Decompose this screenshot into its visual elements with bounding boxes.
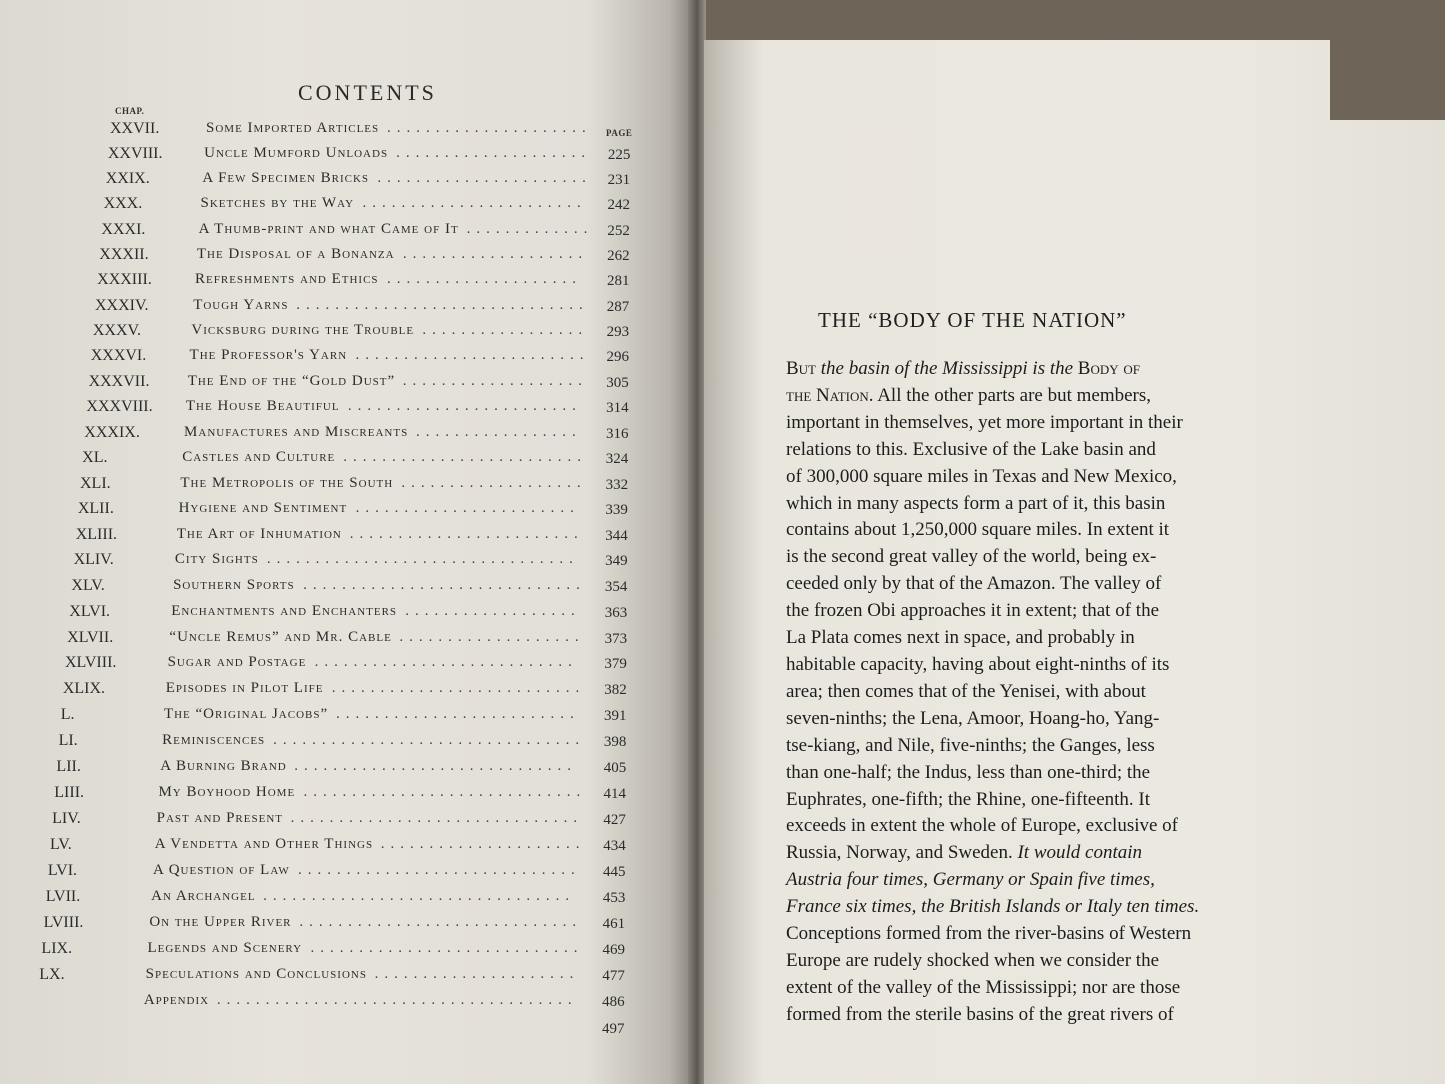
chapter-number: XXXIV. bbox=[95, 296, 149, 314]
leader-dots: ......................... bbox=[343, 449, 587, 466]
contents-entry bbox=[0, 836, 690, 856]
text-run: contains about 1,250,000 square miles. In extent it bbox=[786, 519, 1170, 541]
page-column-label: PAGE bbox=[606, 128, 633, 138]
page-number: 225 bbox=[607, 147, 631, 164]
text-line bbox=[786, 840, 1326, 867]
chapter-title: City Sights bbox=[174, 551, 259, 568]
leader-dots: ................................ bbox=[266, 551, 579, 568]
contents-entry bbox=[0, 120, 690, 140]
chapter-title: On the Upper River bbox=[149, 913, 292, 930]
chapter-number: XLVI. bbox=[69, 602, 111, 620]
page-number: 405 bbox=[603, 759, 627, 776]
chapter-title: Appendix bbox=[143, 992, 210, 1009]
page-number: 287 bbox=[606, 298, 630, 315]
chapter-number: XXXVII. bbox=[88, 372, 150, 390]
contents-entry bbox=[0, 145, 690, 165]
contents-entry bbox=[0, 221, 690, 241]
page-number: 427 bbox=[603, 811, 626, 828]
page-number: 398 bbox=[603, 733, 627, 750]
chapter-number: XXXVI. bbox=[90, 347, 147, 365]
contents-entry bbox=[0, 246, 690, 266]
text-run: It would contain bbox=[1017, 842, 1143, 864]
text-line bbox=[786, 625, 1326, 652]
page-number: 293 bbox=[606, 323, 630, 340]
text-run: France six times, the British Islands or Italy ten times. bbox=[786, 896, 1200, 918]
leader-dots: .................. bbox=[405, 602, 581, 619]
text-line bbox=[786, 571, 1326, 598]
chapter-title: Tough Yarns bbox=[193, 296, 289, 313]
leader-dots: .............................. bbox=[296, 296, 589, 313]
text-run: But bbox=[786, 358, 821, 379]
text-run: ceeded only by that of the Amazon. The valley of bbox=[786, 573, 1162, 595]
leader-dots: ............................. bbox=[294, 757, 578, 774]
contents-entry bbox=[0, 577, 690, 597]
leader-dots: ....................... bbox=[355, 500, 580, 517]
contents-entry bbox=[0, 629, 690, 649]
background-surface bbox=[1330, 0, 1445, 120]
text-line bbox=[786, 948, 1326, 975]
chapter-number: XLI. bbox=[80, 474, 111, 492]
leader-dots: ............. bbox=[466, 220, 594, 237]
chapter-title: Vicksburg during the Trouble bbox=[191, 321, 415, 338]
contents-entry bbox=[0, 992, 690, 1012]
chapter-number: XLV. bbox=[71, 577, 105, 595]
page-number: 453 bbox=[602, 889, 626, 906]
text-line bbox=[786, 544, 1326, 571]
leader-dots: .................... bbox=[396, 145, 592, 162]
contents-entry bbox=[0, 1019, 690, 1039]
contents-entry bbox=[0, 398, 690, 418]
text-line bbox=[786, 787, 1326, 814]
contents-entry bbox=[0, 706, 690, 726]
chapter-number: LI. bbox=[58, 731, 78, 749]
chapter-title: A Thumb-print and what Came of It bbox=[198, 220, 459, 237]
page-number: 414 bbox=[603, 785, 627, 802]
chapter-title: Some Imported Articles bbox=[206, 120, 380, 136]
leader-dots: ..................................... bbox=[216, 992, 578, 1009]
chapter-number: XXVIII. bbox=[107, 145, 163, 163]
text-line bbox=[786, 867, 1326, 894]
page-number: 262 bbox=[607, 247, 630, 264]
chapter-number: LIII. bbox=[54, 783, 85, 801]
leader-dots: ....................... bbox=[362, 195, 587, 212]
chapter-title: Legends and Scenery bbox=[147, 939, 303, 956]
chapter-title: A Burning Brand bbox=[160, 757, 287, 774]
contents-entry bbox=[0, 424, 690, 444]
contents-entry bbox=[0, 297, 690, 317]
page-number: 477 bbox=[602, 968, 625, 985]
chapter-number: LVII. bbox=[45, 887, 81, 905]
chapter-number: XXVII. bbox=[110, 120, 160, 137]
text-run: Body of bbox=[1077, 358, 1141, 379]
text-run: important in themselves, yet more important in their bbox=[786, 411, 1183, 433]
contents-entry bbox=[0, 271, 690, 291]
chapter-number: XL. bbox=[82, 449, 108, 467]
chapter-title: Speculations and Conclusions bbox=[145, 966, 367, 983]
leader-dots: ............................. bbox=[303, 577, 586, 594]
leader-dots: ................. bbox=[416, 423, 582, 440]
contents-entry bbox=[0, 603, 690, 623]
chapter-title: Hygiene and Sentiment bbox=[178, 500, 348, 517]
page-number: 382 bbox=[604, 682, 627, 699]
text-line bbox=[786, 733, 1326, 760]
page-number: 242 bbox=[607, 197, 630, 214]
chapter-title: The “Original Jacobs” bbox=[163, 705, 329, 722]
text-run: Conceptions formed from the river-basins of Western bbox=[786, 923, 1192, 945]
contents-entry bbox=[0, 170, 690, 190]
leader-dots: ..................... bbox=[374, 966, 580, 983]
chapter-title: My Boyhood Home bbox=[158, 783, 296, 800]
chapter-number: LV. bbox=[50, 835, 72, 853]
page-number: 296 bbox=[606, 349, 629, 366]
leader-dots: ................... bbox=[402, 245, 589, 262]
page-number: 324 bbox=[605, 451, 629, 468]
text-run: habitable capacity, having about eight-ninths of its bbox=[786, 653, 1170, 675]
chapter-number: XXXVIII. bbox=[86, 398, 153, 416]
leader-dots: ............................. bbox=[303, 783, 587, 800]
text-line bbox=[786, 437, 1326, 464]
page-number: 281 bbox=[606, 273, 630, 290]
contents-entry bbox=[0, 500, 690, 520]
contents-entry bbox=[0, 810, 690, 830]
text-line bbox=[786, 706, 1326, 733]
leader-dots: ............................. bbox=[297, 861, 581, 878]
text-run: which in many aspects form a part of it, this basin bbox=[786, 492, 1166, 514]
chapter-title: Past and Present bbox=[156, 809, 283, 826]
chapter-number: L. bbox=[60, 705, 75, 723]
text-run: the basin of the Mississippi is the bbox=[820, 358, 1078, 379]
text-line bbox=[786, 410, 1326, 437]
chapter-title: The Metropolis of the South bbox=[180, 474, 394, 491]
contents-entry bbox=[0, 322, 690, 342]
leader-dots: .................... bbox=[387, 271, 583, 288]
contents-entry bbox=[0, 551, 690, 571]
chapter-title: Southern Sports bbox=[173, 577, 295, 594]
contents-entry bbox=[0, 475, 690, 495]
leader-dots: .............................. bbox=[290, 809, 584, 826]
page-number: 363 bbox=[604, 604, 628, 621]
text-run: Euphrates, one-fifth; the Rhine, one-fifteenth. It bbox=[786, 788, 1151, 810]
contents-entry bbox=[0, 940, 690, 960]
text-run: formed from the sterile basins of the great rivers of bbox=[786, 1003, 1174, 1025]
chapter-number: XLIX. bbox=[62, 680, 106, 698]
text-run: tse-kiang, and Nile, five-ninths; the Ganges, less bbox=[786, 734, 1155, 756]
contents-entry bbox=[0, 373, 690, 393]
leader-dots: ............................. bbox=[299, 913, 583, 930]
text-line bbox=[786, 760, 1326, 787]
text-run: the frozen Obi approaches it in extent; that of the bbox=[786, 600, 1160, 622]
contents-entry bbox=[0, 195, 690, 215]
chapter-title: Refreshments and Ethics bbox=[195, 271, 379, 288]
leader-dots: ................. bbox=[422, 321, 589, 338]
contents-entry bbox=[0, 654, 690, 674]
page-number: 231 bbox=[607, 172, 631, 189]
text-run: than one-half; the Indus, less than one-third; the bbox=[786, 761, 1151, 783]
contents-entry bbox=[0, 914, 690, 934]
contents-entry bbox=[0, 758, 690, 778]
text-run: Austria four times, Germany or Spain five times, bbox=[786, 869, 1155, 891]
chapter-number: XXXV. bbox=[92, 321, 141, 339]
contents-entry bbox=[0, 862, 690, 882]
text-line bbox=[786, 975, 1326, 1002]
contents-entry bbox=[0, 526, 690, 546]
text-run: Europe are rudely shocked when we consider the bbox=[786, 949, 1159, 971]
page-number: 344 bbox=[605, 527, 628, 544]
text-run: the Nation bbox=[786, 384, 869, 406]
page-number: 314 bbox=[606, 400, 629, 417]
page-number: 497 bbox=[602, 1020, 625, 1037]
chapter-title: “Uncle Remus” and Mr. Cable bbox=[169, 628, 392, 645]
text-line bbox=[786, 383, 1326, 410]
page-number: 486 bbox=[602, 994, 625, 1011]
leader-dots: ........................ bbox=[355, 347, 590, 364]
chapter-number: XLVIII. bbox=[65, 654, 117, 672]
text-line bbox=[786, 517, 1326, 544]
text-line bbox=[786, 1002, 1326, 1029]
page-number: 461 bbox=[602, 915, 626, 932]
chapter-number: XXXIII. bbox=[97, 271, 152, 289]
text-line bbox=[786, 894, 1326, 921]
chapter-title: Sketches by the Way bbox=[200, 195, 355, 212]
text-run: seven-ninths; the Lena, Amoor, Hoang-ho, Yang- bbox=[786, 707, 1160, 729]
chapter-number: LIV. bbox=[52, 809, 81, 827]
page-number: 305 bbox=[606, 374, 629, 391]
text-line bbox=[786, 356, 1326, 383]
text-line bbox=[786, 679, 1326, 706]
text-run: relations to this. Exclusive of the Lake basin and bbox=[786, 438, 1156, 460]
page-number: 391 bbox=[604, 707, 627, 724]
page-number: 434 bbox=[603, 837, 626, 854]
text-run: extent of the valley of the Mississippi; nor are those bbox=[786, 976, 1181, 998]
leader-dots: ......................... bbox=[335, 705, 580, 722]
text-run: La Plata comes next in space, and probably in bbox=[786, 627, 1135, 649]
chapter-title: The Professor's Yarn bbox=[189, 347, 348, 364]
leader-dots: ........................... bbox=[314, 654, 578, 671]
chapter-number: XLVII. bbox=[67, 628, 114, 646]
text-run: is the second great valley of the world, being ex- bbox=[786, 546, 1157, 568]
leader-dots: ...................... bbox=[377, 170, 592, 187]
contents-entry bbox=[0, 888, 690, 908]
page-number: 379 bbox=[604, 656, 627, 673]
leader-dots: ........................ bbox=[349, 525, 584, 542]
page-number: 373 bbox=[604, 630, 628, 647]
text-run: . All the other parts are but members, bbox=[868, 384, 1152, 406]
chapter-title: Episodes in Pilot Life bbox=[165, 680, 324, 697]
chapter-number: XXIX. bbox=[105, 170, 150, 188]
chapter-title: Uncle Mumford Unloads bbox=[204, 145, 389, 162]
chapter-title: A Few Specimen Bricks bbox=[202, 170, 370, 187]
chapter-title: Reminiscences bbox=[162, 731, 266, 748]
chapter-title: An Archangel bbox=[151, 887, 256, 904]
leader-dots: ........................ bbox=[347, 398, 582, 415]
chapter-number: LIX. bbox=[41, 939, 73, 957]
chapter-title: The Disposal of a Bonanza bbox=[196, 245, 395, 262]
contents-entry bbox=[0, 966, 690, 986]
text-line bbox=[786, 652, 1326, 679]
chapter-number: XXXII. bbox=[99, 245, 149, 263]
chapter-title: The End of the “Gold Dust” bbox=[187, 372, 396, 389]
chapter-number: LVIII. bbox=[43, 913, 84, 931]
chapter-title: Manufactures and Miscreants bbox=[184, 423, 409, 440]
chapter-number: LVI. bbox=[47, 861, 78, 879]
page-number: 445 bbox=[603, 863, 626, 880]
contents-entry bbox=[0, 680, 690, 700]
page-number: 354 bbox=[604, 579, 628, 596]
page-number: 349 bbox=[605, 553, 628, 570]
text-run: Russia, Norway, and Sweden. bbox=[786, 842, 1018, 864]
chapter-title: The Art of Inhumation bbox=[176, 525, 342, 542]
leader-dots: ..................... bbox=[387, 120, 592, 136]
chapter-number: XLII. bbox=[77, 500, 114, 518]
chapter-number: XLIV. bbox=[73, 551, 114, 569]
page-number: 252 bbox=[607, 222, 630, 239]
page-number: 316 bbox=[605, 425, 629, 442]
text-run: of 300,000 square miles in Texas and New Mexico, bbox=[786, 465, 1177, 487]
leader-dots: ................... bbox=[399, 628, 585, 645]
text-run: exceeds in extent the whole of Europe, exclusive of bbox=[786, 815, 1178, 837]
chapter-title: Enchantments and Enchanters bbox=[171, 602, 398, 619]
chapter-number: XXXI. bbox=[101, 220, 146, 238]
page-number: 469 bbox=[602, 941, 625, 958]
contents-heading: CONTENTS bbox=[298, 80, 437, 105]
text-line bbox=[786, 598, 1326, 625]
chapter-heading: THE “BODY OF THE NATION” bbox=[818, 308, 1127, 332]
chapter-title: Sugar and Postage bbox=[167, 654, 307, 671]
leader-dots: ..................... bbox=[380, 835, 586, 852]
chapter-number: XXXIX. bbox=[84, 423, 140, 441]
chapter-number: LII. bbox=[56, 757, 81, 775]
chapter-number: LX. bbox=[39, 966, 65, 984]
leader-dots: ................... bbox=[402, 372, 588, 389]
leader-dots: ................... bbox=[401, 474, 587, 491]
leader-dots: .......................... bbox=[331, 680, 586, 697]
text-run: area; then comes that of the Yenisei, with about bbox=[786, 680, 1146, 702]
chapter-title: A Vendetta and Other Things bbox=[154, 835, 374, 852]
contents-entry bbox=[0, 784, 690, 804]
chap-column-label: CHAP. bbox=[115, 106, 145, 116]
chapter-title: A Question of Law bbox=[152, 861, 290, 878]
body-text bbox=[786, 356, 1326, 1029]
text-line bbox=[786, 921, 1326, 948]
page-number: 332 bbox=[605, 476, 629, 493]
leader-dots: ................................ bbox=[263, 887, 576, 904]
chapter-number: XLIII. bbox=[75, 525, 118, 543]
chapter-title: The House Beautiful bbox=[185, 398, 340, 415]
text-line bbox=[786, 813, 1326, 840]
leader-dots: ............................ bbox=[310, 939, 584, 956]
page-number: 339 bbox=[605, 502, 628, 519]
text-line bbox=[786, 464, 1326, 491]
contents-entry bbox=[0, 449, 690, 469]
chapter-title: Castles and Culture bbox=[182, 449, 336, 466]
contents-entry bbox=[0, 347, 690, 367]
contents-entry bbox=[0, 732, 690, 752]
text-line bbox=[786, 491, 1326, 518]
chapter-number: XXX. bbox=[103, 195, 143, 213]
leader-dots: ................................ bbox=[273, 731, 586, 748]
